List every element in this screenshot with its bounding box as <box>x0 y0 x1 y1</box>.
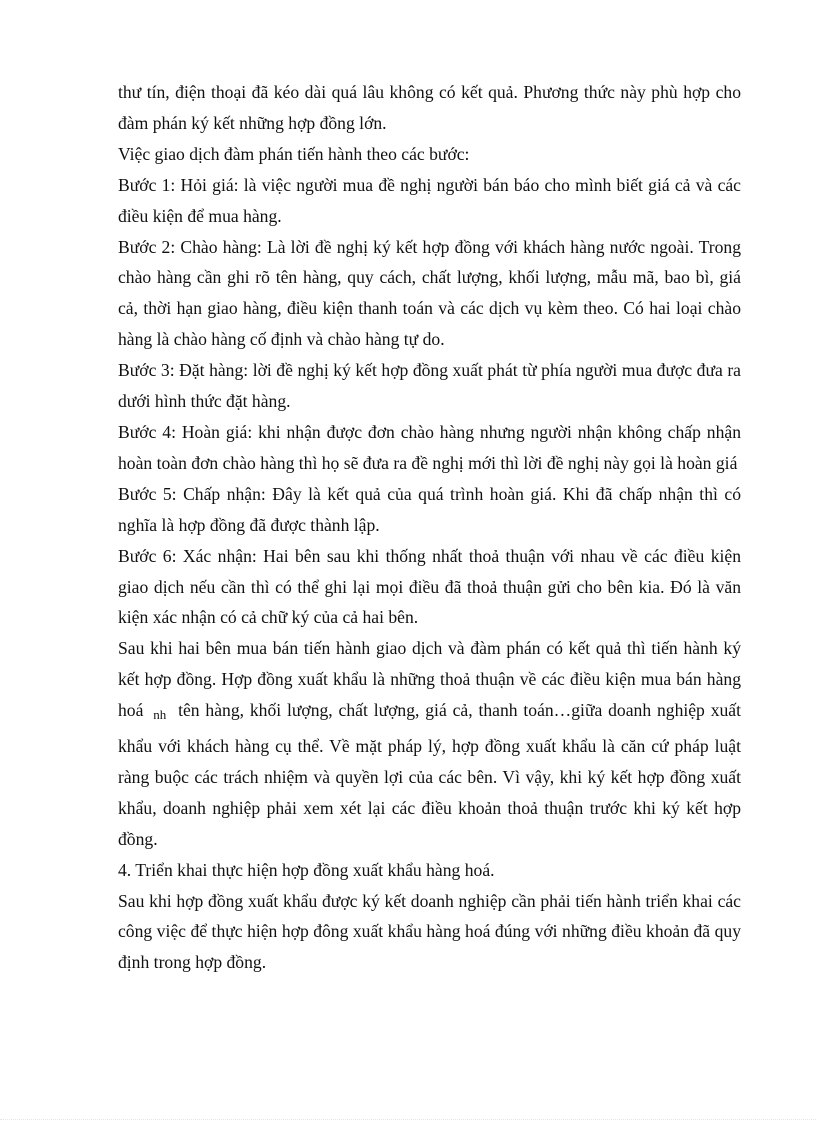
contract-text-part-1: Sau khi hai bên mua bán tiến hành giao dịch và đàm phán có kết quả thì tiến hành ký kết hợp đồng. Hợp đồng xuất khẩu là những thoả thuận về các điều kiện mua bán hàng hoá <box>118 638 741 721</box>
paragraph-steps-intro: Việc giao dịch đàm phán tiến hành theo các bước: <box>118 143 470 164</box>
paragraph-closing: Sau khi hợp đồng xuất khẩu được ký kết doanh nghiệp cần phải tiến hành triển khai các công việc để thực hiện hợp đông xuất khẩu hàng hoá đúng với những điều khoản đã quy định trong hợp đồng. <box>118 890 741 973</box>
paragraph-step-4: Bước 4: Hoàn giá: khi nhận được đơn chào hàng nhưng người nhận không chấp nhận hoàn toàn đơn chào hàng thì họ sẽ đưa ra đề nghị mới thì lời đề nghị này gọi là hoàn giá <box>118 421 741 473</box>
paragraph-step-1: Bước 1: Hỏi giá: là việc người mua đề nghị người bán báo cho mình biết giá cả và các điều kiện để mua hàng. <box>118 174 741 226</box>
paragraph-intro-continuation: thư tín, điện thoại đã kéo dài quá lâu không có kết quả. Phương thức này phù hợp cho đàm phán ký kết những hợp đồng lớn. <box>118 82 741 133</box>
page-bottom-divider <box>0 1119 816 1120</box>
paragraph-step-3: Bước 3: Đặt hàng: lời đề nghị ký kết hợp đồng xuất phát từ phía người mua được đưa ra dưới hình thức đặt hàng. <box>118 360 741 412</box>
contract-small-fragment: nh <box>153 707 167 723</box>
paragraph-step-2: Bước 2: Chào hàng: Là lời đề nghị ký kết hợp đồng với khách hàng nước ngoài. Trong chào hàng cần ghi rõ tên hàng, quy cách, chất lượng, khối lượng, mẫu mã, bao bì, giá cả, thời hạn giao hàng, điều kiện thanh toán và các dịch vụ kèm theo. Có hai loại chào hàng là chào hàng cố định và chào hàng tự do. <box>118 236 741 350</box>
contract-text-part-2: tên hàng, khối lượng, chất lượng, giá cả, thanh toán…giữa doanh nghiệp xuất khẩu với khách hàng cụ thể. Về mặt pháp lý, hợp đồng xuất khẩu là căn cứ pháp luật ràng buộc các trách nhiệm và quyền lợi của các bên. Vì vậy, khi ký kết hợp đồng xuất khẩu, doanh nghiệp phải xem xét lại các điều khoản thoả thuận trước khi ký kết hợp đồng. <box>118 700 741 849</box>
document-body <box>118 77 741 978</box>
paragraph-contract <box>118 633 741 854</box>
section-heading: 4. Triển khai thực hiện hợp đồng xuất khẩu hàng hoá. <box>118 859 495 880</box>
paragraph-step-5: Bước 5: Chấp nhận: Đây là kết quả của quá trình hoàn giá. Khi đã chấp nhận thì có nghĩa là hợp đồng đã được thành lập. <box>118 483 741 535</box>
paragraph-step-6: Bước 6: Xác nhận: Hai bên sau khi thống nhất thoả thuận với nhau về các điều kiện giao dịch nếu cần thì có thể ghi lại mọi điều đã thoả thuận gửi cho bên kia. Đó là văn kiện xác nhận có cả chữ ký của cả hai bên. <box>118 545 741 628</box>
